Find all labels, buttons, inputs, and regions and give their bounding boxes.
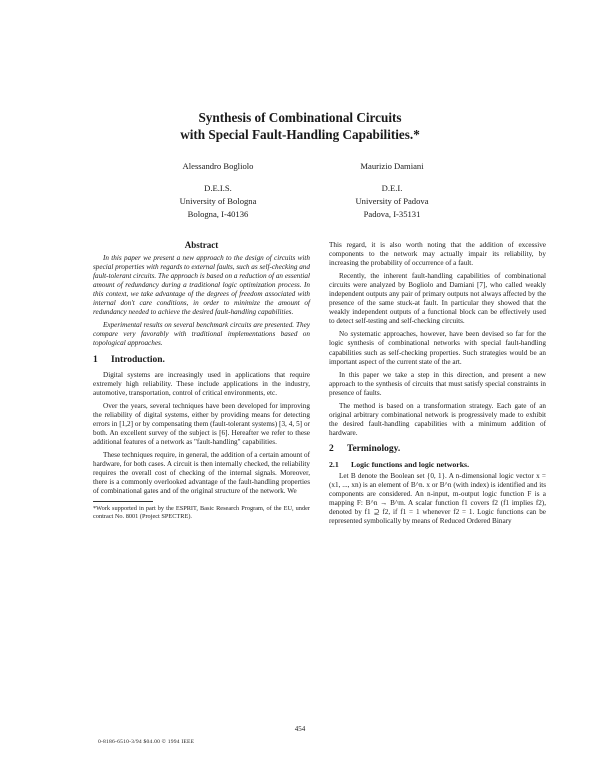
section-title: Introduction. [111, 354, 165, 365]
title-line-1: Synthesis of Combinational Circuits [198, 110, 402, 125]
author-name: Maurizio Damiani [360, 161, 424, 171]
left-column [93, 241, 310, 521]
section-number: 2 [329, 443, 334, 454]
section-heading-terminology [329, 445, 546, 454]
author-city: Bologna, I-40136 [187, 209, 249, 219]
section-heading-introduction [93, 356, 310, 365]
abstract-heading: Abstract [184, 240, 219, 250]
intro-paragraph: Digital systems are increasingly used in applications that require extremely high reliability. These include applications in the industry, automotive, transportation, control of critical environments, etc. [93, 370, 310, 397]
author-univ: University of Padova [355, 196, 429, 206]
body-paragraph: No systematic approaches, however, have been devised so far for the logic synthesis of combinational networks with special fault-handling capabilities such as self-checking properties. Such strategies would be an important aspect of the current state of the art. [329, 330, 546, 366]
section-title: Terminology. [347, 443, 401, 454]
author-dept: D.E.I. [381, 183, 403, 193]
author-name: Alessandro Bogliolo [182, 161, 254, 171]
abstract-paragraph: Experimental results on several benchmark circuits are presented. They compare very favorably with traditional implementations based on topological approaches. [93, 321, 310, 348]
subsection-heading [329, 460, 546, 469]
author-dept: D.E.I.S. [204, 183, 232, 193]
paper-title [0, 109, 600, 143]
author-city: Padova, I-35131 [363, 209, 421, 219]
author-block-2 [292, 160, 492, 221]
body-paragraph: This regard, it is also worth noting that the addition of excessive components to the network may actually impair its reliability, by increasing the probability of occurrence of a fault. [329, 241, 546, 268]
page-number: 454 [294, 725, 306, 733]
right-column [329, 241, 546, 530]
subsection-number: 2.1 [329, 459, 339, 469]
copyright-line: 0-8186-6510-3/94 $04.00 © 1994 IEEE [98, 739, 195, 745]
abstract-paragraph: In this paper we present a new approach to the design of circuits with special properties with regards to external faults, such as self-checking and fault-tolerant circuits. The approach is based on a reduction of an essential amount of redundancy during a traditional logic optimization process. In this context, we take advantage of the degrees of freedom associated with internal don't care conditions, in order to minimize the amount of redundancy needed to achieve the desired fault-handling capabilities. [93, 254, 310, 317]
footnote: *Work supported in part by the ESPRIT, Basic Research Program, of the EU, under contract No. 8001 (Project SPECTRE). [93, 505, 310, 521]
subsection-title: Logic functions and logic networks. [351, 459, 470, 469]
body-paragraph: In this paper we take a step in this direction, and present a new approach to the synthesis of circuits that must satisfy special constraints in presence of faults. [329, 370, 546, 397]
section-number: 1 [93, 354, 98, 365]
title-line-2: with Special Fault-Handling Capabilities.* [180, 127, 420, 142]
body-paragraph: The method is based on a transformation strategy. Each gate of an original arbitrary combinational network is progressively made to exhibit the desired fault-handling capabilities with a minimum addition of hardware. [329, 401, 546, 437]
body-paragraph: Let B denote the Boolean set {0, 1}. A n-dimensional logic vector x = (x1, ..., xn) is an element of B^n. x or B^n (with index) is identified and its components are considered. An n-input, m-output logic function F is a mapping F: B^n → B^m. A scalar function f1 covers f2 (f1 implies f2), denoted by f1 ⊇ f2, if f1 = 1 whenever f2 = 1. Logic functions can be represented symbolically by means of Reduced Ordered Binary [329, 472, 546, 526]
body-paragraph: Recently, the inherent fault-handling capabilities of combinational circuits were analyzed by Bogliolo and Damiani [7], who called weakly independent outputs any pair of primary outputs not always affected by the presence of the same stuck-at fault. In particular they showed that the weakly independent outputs of a functional block can be effectively used to detect self-testing and self-checking circuits. [329, 272, 546, 326]
author-block-1 [118, 160, 318, 221]
author-univ: University of Bologna [179, 196, 257, 206]
intro-paragraph: Over the years, several techniques have been developed for improving the reliability of digital systems, either by providing means for detecting errors in [1,2] or by compensating them (fault-tolerant systems) [3, 4, 5] or both. An excellent survey of the subject is [6]. Hereafter we refer to these additional features of a network as "fault-handling" capabilities. [93, 401, 310, 446]
footnote-rule [93, 501, 153, 502]
intro-paragraph: These techniques require, in general, the addition of a certain amount of hardware, for both cases. A circuit is then internally checked, the reliability requires the overall cost of checking of the internal signals. Moreover, there is a commonly overlooked advantage of the fault-handling properties of combinational gates and of the original structure of the network. We [93, 450, 310, 496]
